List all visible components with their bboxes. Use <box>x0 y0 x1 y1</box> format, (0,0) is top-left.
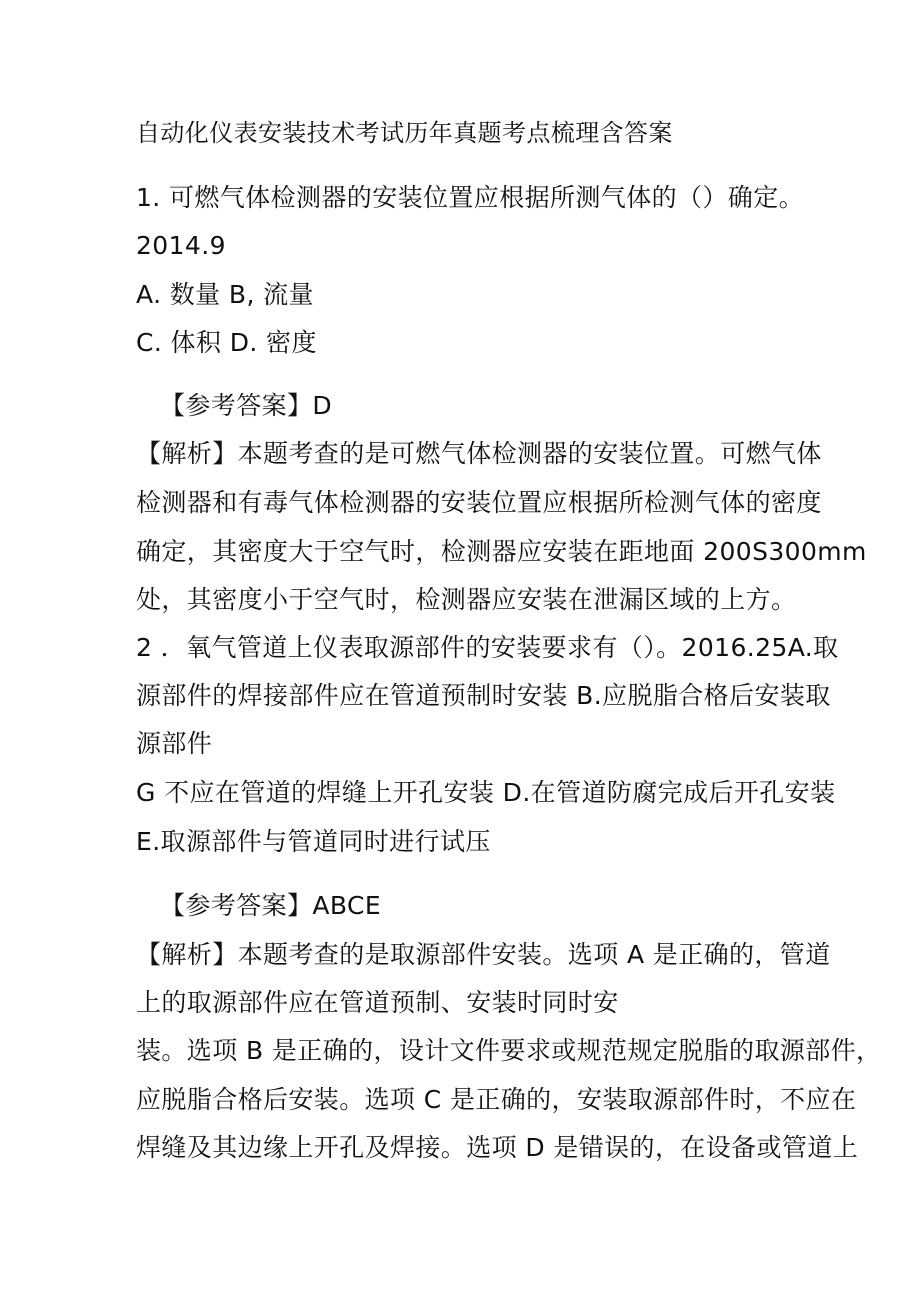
q1-analysis-line: 检测器和有毒气体检测器的安装位置应根据所检测气体的密度 <box>136 488 822 517</box>
q2-stem-line: 2 ．氧气管道上仪表取源部件的安装要求有（）。2016.25A.取 <box>136 633 839 662</box>
q1-analysis-line: 确定，其密度大于空气时，检测器应安装在距地面 200S300mm <box>136 537 867 566</box>
document-title: 自动化仪表安装技术考试历年真题考点梳理含答案 <box>136 119 673 147</box>
q1-stem-line-1: 1. 可燃气体检测器的安装位置应根据所测气体的（）确定。 <box>136 183 805 212</box>
q2-analysis-line: 【解析】本题考查的是取源部件安装。选项 A 是正确的，管道 <box>136 940 831 969</box>
q1-stem-line-2: 2014.9 <box>136 231 226 260</box>
q2-options-line-1: G 不应在管道的焊缝上开孔安装 D.在管道防腐完成后开孔安装 <box>136 778 836 807</box>
q2-stem-line: 源部件的焊接部件应在管道预制时安装 B.应脱脂合格后安装取 <box>136 681 831 710</box>
q2-analysis-line: 装。选项 B 是正确的，设计文件要求或规范规定脱脂的取源部件， <box>136 1036 882 1065</box>
q1-options-line-2: C. 体积 D. 密度 <box>136 328 317 357</box>
q2-stem-line: 源部件 <box>136 729 213 758</box>
q1-analysis-line: 处，其密度小于空气时，检测器应安装在泄漏区域的上方。 <box>136 585 797 614</box>
q1-answer: 【参考答案】D <box>160 391 333 420</box>
q2-options-line-2: E.取源部件与管道同时进行试压 <box>136 827 491 856</box>
q1-analysis-line: 【解析】本题考查的是可燃气体检测器的安装位置。可燃气体 <box>136 439 822 468</box>
q2-analysis-line: 焊缝及其边缘上开孔及焊接。选项 D 是错误的，在设备或管道上 <box>136 1133 859 1162</box>
q2-analysis-line: 应脱脂合格后安装。选项 C 是正确的，安装取源部件时，不应在 <box>136 1085 857 1114</box>
q2-analysis-line: 上的取源部件应在管道预制、安装时同时安 <box>136 988 619 1017</box>
q1-options-line-1: A. 数量 B, 流量 <box>136 280 314 309</box>
q2-answer: 【参考答案】ABCE <box>160 891 382 920</box>
